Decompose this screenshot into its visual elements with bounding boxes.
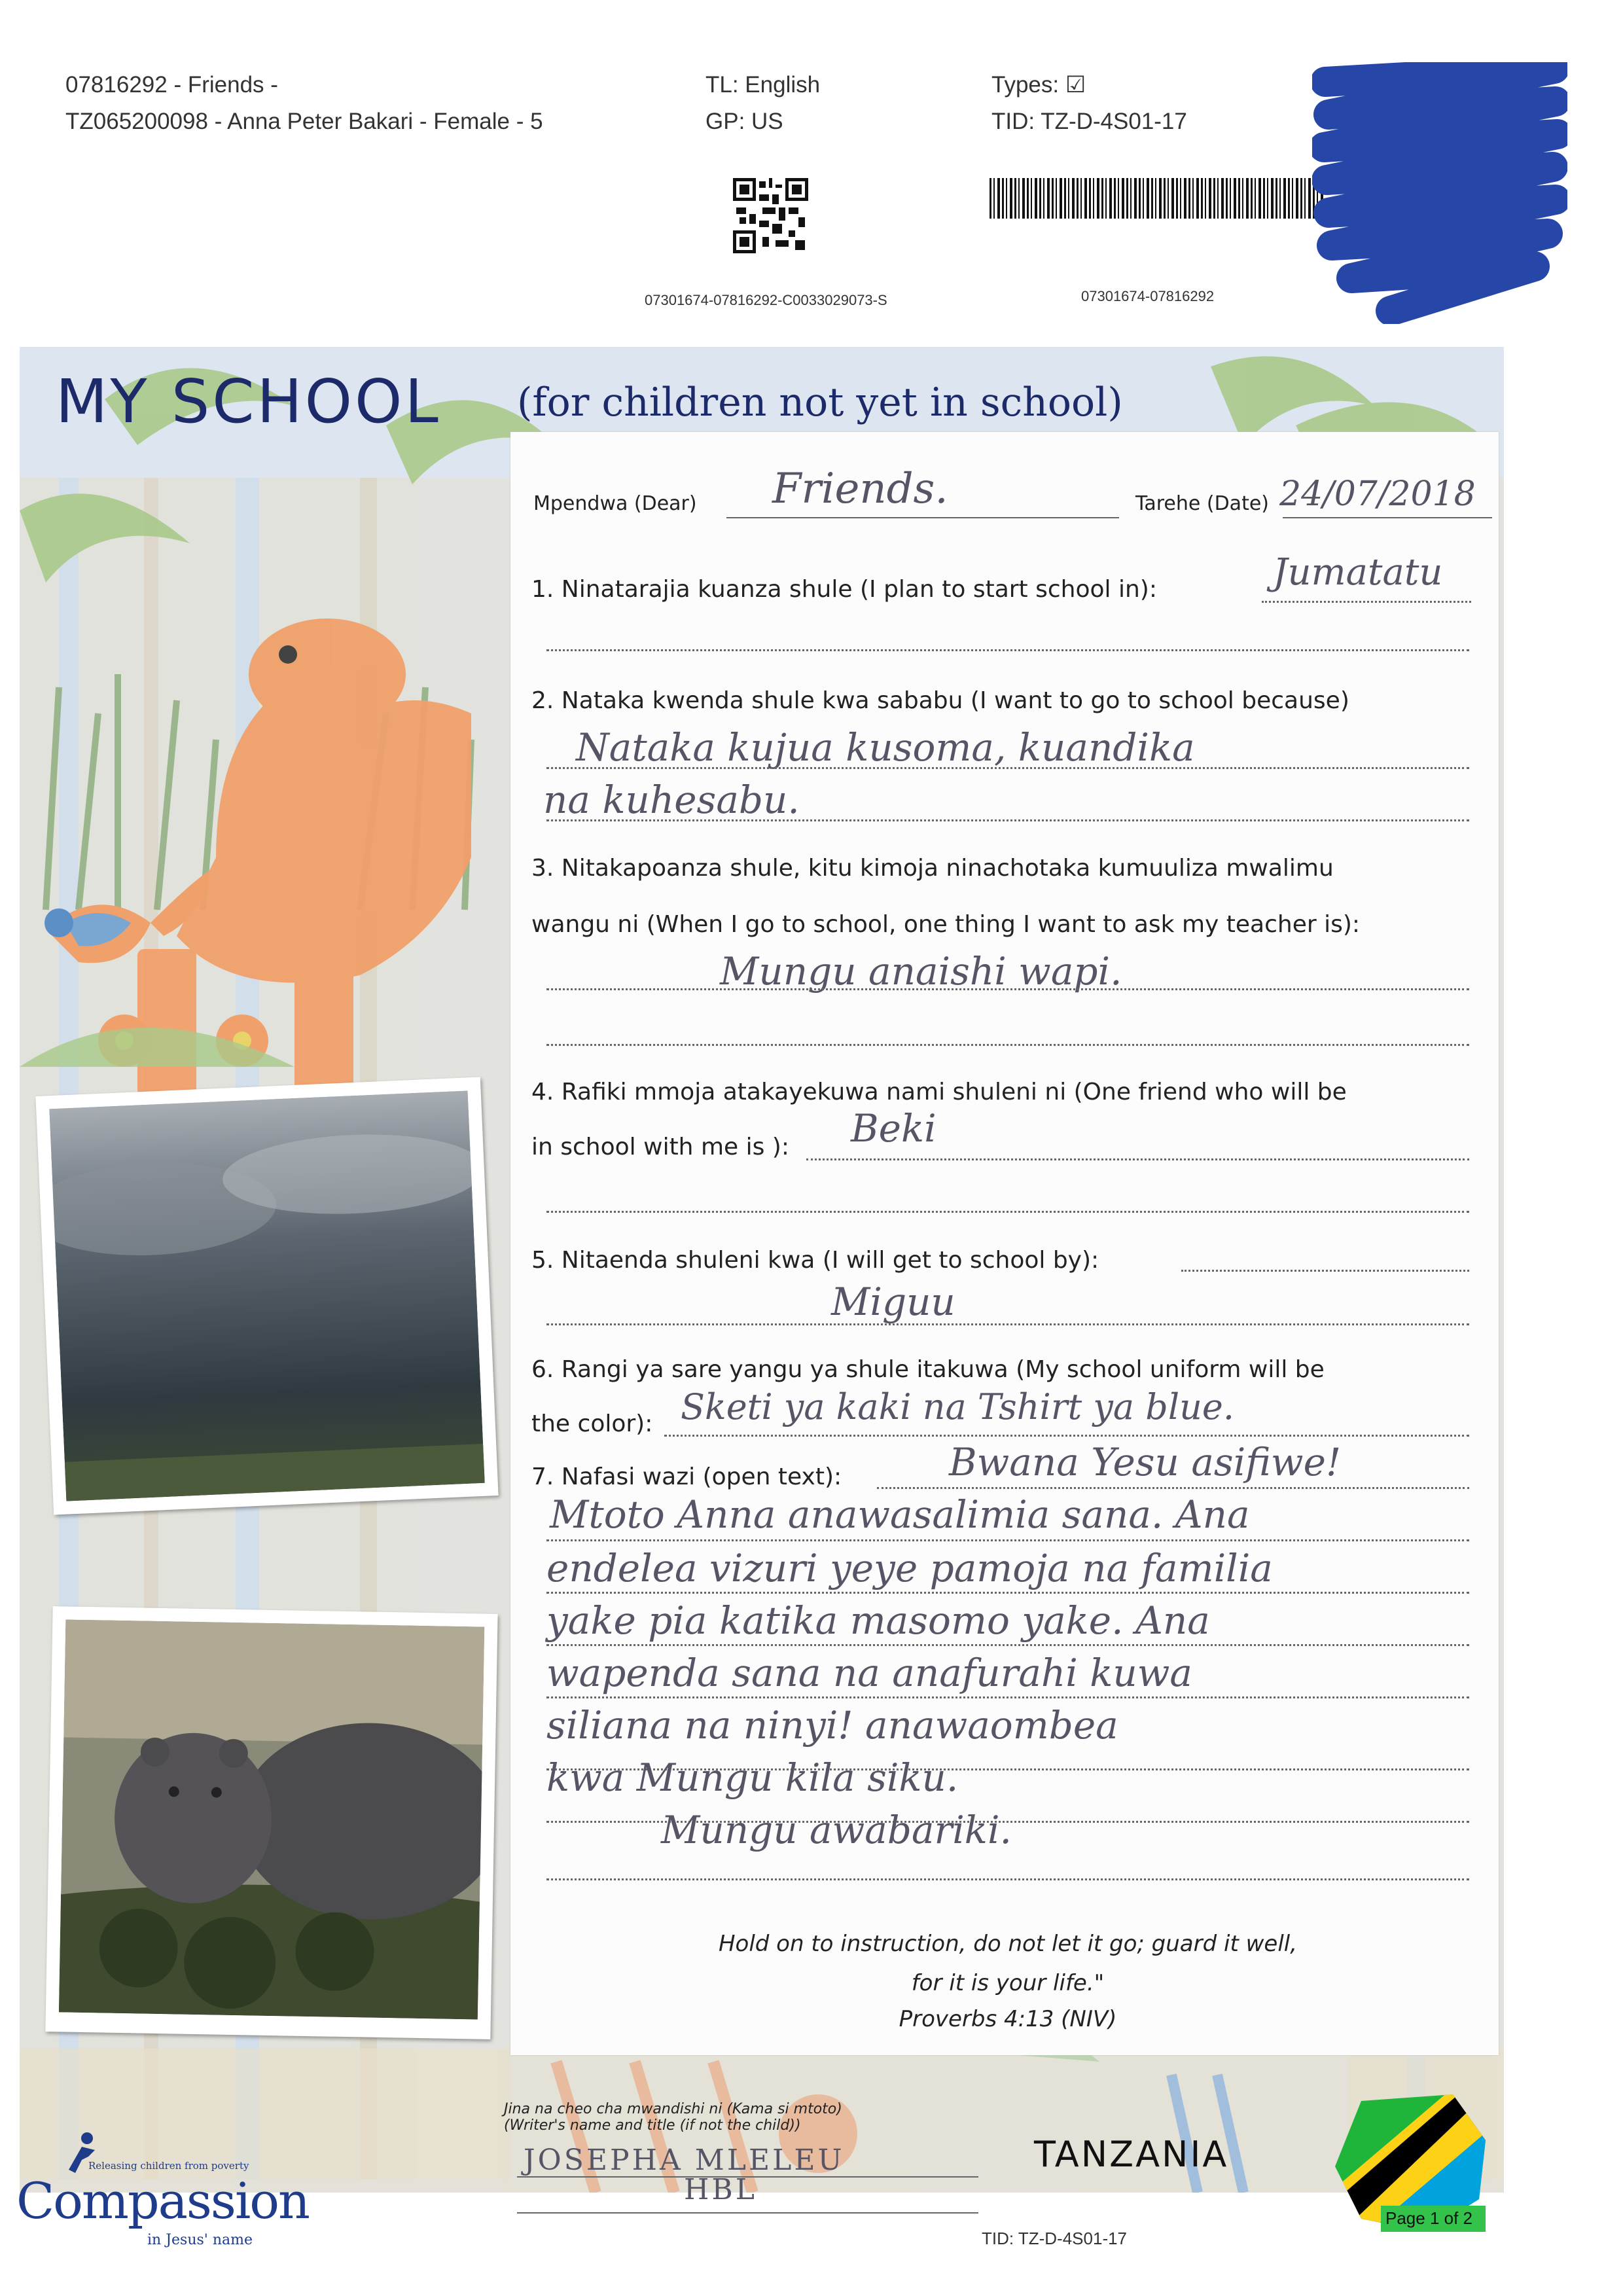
- answer-7-line-1: Bwana Yesu asifiwe!: [949, 1440, 1342, 1484]
- form-subtitle: (for children not yet in school): [517, 380, 1123, 425]
- q7-line-3: [546, 1644, 1469, 1646]
- question-4-line-2: in school with me is ):: [531, 1134, 789, 1160]
- writer-name: JOSEPHA MLELEU: [524, 2144, 845, 2177]
- question-7: 7. Nafasi wazi (open text):: [531, 1463, 842, 1490]
- q5-line-2: [546, 1323, 1469, 1325]
- q4-line-2: [546, 1211, 1469, 1213]
- answer-2-line-1: Nataka kujua kusoma, kuandika: [576, 725, 1195, 770]
- translation-language: TL: English: [705, 72, 821, 98]
- q7-line-1: [546, 1539, 1469, 1541]
- question-6-line-2: the color):: [531, 1410, 653, 1437]
- answer-2-line-2: na kuhesabu.: [543, 778, 800, 822]
- answer-1: Jumatatu: [1273, 551, 1443, 594]
- compassion-subline: in Jesus' name: [147, 2232, 253, 2248]
- answer-7-line-7: kwa Mungu kila siku.: [546, 1755, 959, 1800]
- tid-field: TID: TZ-D-4S01-17: [991, 109, 1187, 134]
- answer-7-line-6: siliana na ninyi! anawaombea: [546, 1703, 1118, 1748]
- answer-7-line-5: wapenda sana na anafurahi kuwa: [546, 1651, 1192, 1695]
- qr-code-text: 07301674-07816292-C0033029073-S: [645, 292, 887, 308]
- answer-7-line-3: endelea vizuri yeye pamoja na familia: [546, 1546, 1273, 1590]
- child-id-line: 07816292 - Friends -: [65, 72, 278, 98]
- photo-clouds-frame: [35, 1077, 498, 1515]
- header-ids-left: [65, 67, 543, 140]
- dear-value: Friends.: [772, 465, 948, 513]
- answer-5: Miguu: [831, 1280, 955, 1324]
- answer-7-line-8: Mungu awabariki.: [661, 1808, 1012, 1852]
- footer-tid: TID: TZ-D-4S01-17: [982, 2229, 1128, 2248]
- q5-line-1: [1181, 1270, 1469, 1272]
- photo-hippo: [59, 1619, 484, 2019]
- page-number: Page 1 of 2: [1385, 2208, 1472, 2228]
- types-field: Types: ☑: [991, 72, 1086, 98]
- compassion-wordmark: Compassion: [16, 2172, 309, 2230]
- q4-line-1: [806, 1158, 1469, 1160]
- writer-section: [504, 2101, 842, 2134]
- writer-title: HBL: [684, 2173, 757, 2206]
- answer-4: Beki: [851, 1106, 936, 1151]
- form-title: MY SCHOOL: [56, 367, 441, 437]
- q2-line-2: [546, 819, 1469, 821]
- question-2: 2. Nataka kwenda shule kwa sababu (I want to go to school because): [531, 687, 1349, 714]
- answer-7-line-4: yake pia katika masomo yake. Ana: [546, 1598, 1210, 1643]
- answer-3: Mungu anaishi wapi.: [720, 949, 1122, 994]
- verse-line-2: for it is your life.": [911, 1970, 1105, 1996]
- question-3-line-2: wangu ni (When I go to school, one thing I want to ask my teacher is):: [531, 911, 1361, 938]
- q7-line-2: [546, 1592, 1469, 1594]
- dear-label: Mpendwa (Dear): [533, 492, 697, 515]
- q7-line-7: [546, 1878, 1469, 1880]
- header-language: [705, 67, 820, 140]
- q3-line-1: [546, 988, 1469, 990]
- country-name: TANZANIA: [1034, 2134, 1229, 2175]
- verse-line-1: Hold on to instruction, do not let it go; guard it well,: [718, 1931, 1298, 1957]
- answer-6: Sketi ya kaki na Tshirt ya blue.: [681, 1386, 1235, 1427]
- writer-label-swahili: Jina na cheo cha mwandishi ni (Kama si mtoto): [504, 2101, 842, 2117]
- question-4-line-1: 4. Rafiki mmoja atakayekuwa nami shuleni ni (One friend who will be: [531, 1079, 1347, 1105]
- redaction-scribble: [1312, 62, 1567, 324]
- q3-line-2: [546, 1044, 1469, 1046]
- barcode-text: 07301674-07816292: [1081, 288, 1215, 304]
- question-5: 5. Nitaenda shuleni kwa (I will get to school by):: [531, 1247, 1099, 1274]
- compassion-tagline: Releasing children from poverty: [88, 2160, 249, 2172]
- child-name-line: TZ065200098 - Anna Peter Bakari - Female - 5: [65, 109, 543, 134]
- writer-title-line: [517, 2212, 978, 2214]
- photo-hippo-frame: [45, 1606, 497, 2039]
- answer-7-line-2: Mtoto Anna anawasalimia sana. Ana: [550, 1492, 1250, 1537]
- date-line: [1283, 517, 1492, 518]
- q1-line-2: [546, 649, 1469, 651]
- q6-line: [664, 1435, 1469, 1437]
- question-1: 1. Ninatarajia kuanza shule (I plan to start school in):: [531, 576, 1157, 603]
- date-value: 24/07/2018: [1279, 475, 1476, 514]
- q1-line-1: [1262, 601, 1471, 603]
- gp-country: GP: US: [705, 109, 783, 134]
- question-6-line-1: 6. Rangi ya sare yangu ya shule itakuwa (My school uniform will be: [531, 1356, 1325, 1383]
- dear-line: [726, 517, 1119, 518]
- q2-line-1: [546, 767, 1469, 769]
- verse-reference: Proverbs 4:13 (NIV): [899, 2006, 1117, 2032]
- date-label: Tarehe (Date): [1135, 492, 1269, 515]
- qr-code: [733, 178, 808, 253]
- photo-clouds: [49, 1090, 485, 1501]
- writer-label-english: (Writer's name and title (if not the child)): [504, 2117, 801, 2134]
- header-types: [991, 67, 1187, 140]
- barcode: [990, 178, 1323, 219]
- q7-line-4: [546, 1696, 1469, 1698]
- q7-line-0: [877, 1487, 1469, 1489]
- question-3-line-1: 3. Nitakapoanza shule, kitu kimoja ninachotaka kumuuliza mwalimu: [531, 855, 1334, 882]
